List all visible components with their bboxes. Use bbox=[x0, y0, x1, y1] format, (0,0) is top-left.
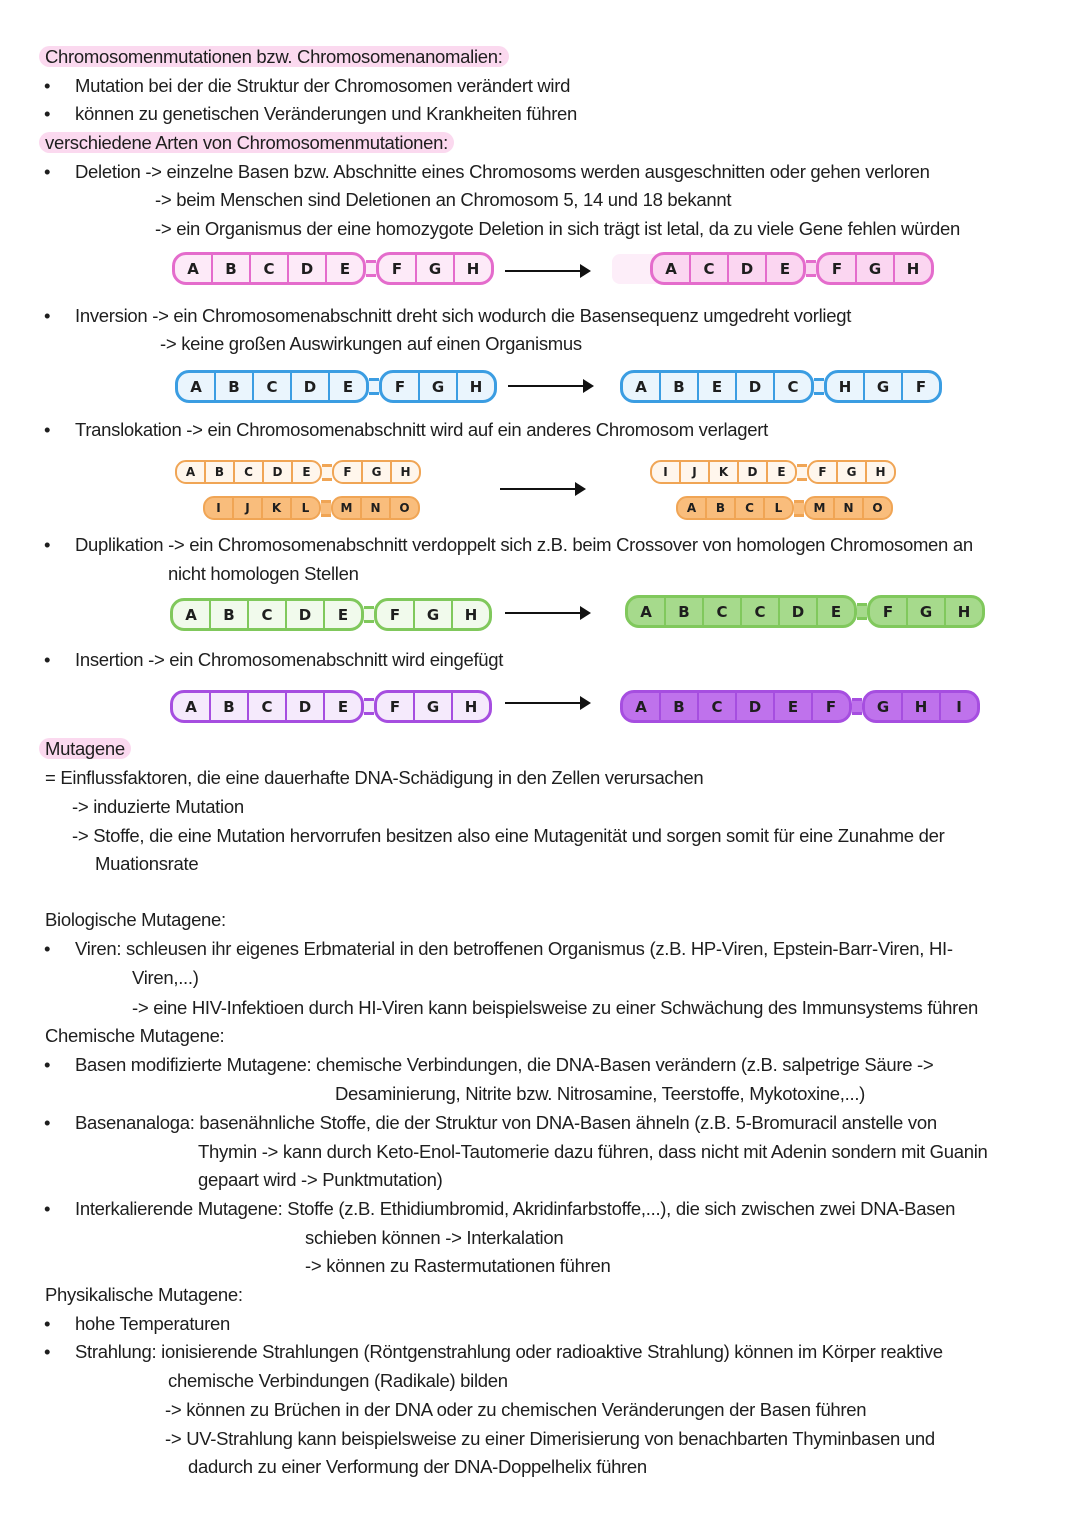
gene-segment: E bbox=[779, 259, 791, 278]
phys-line: -> können zu Brüchen in der DNA oder zu chemischen Veränderungen der Basen führen bbox=[165, 1399, 867, 1420]
gene-segment: B bbox=[206, 462, 235, 482]
chromosome-translocation-before-2 bbox=[203, 496, 420, 520]
arrow-icon bbox=[505, 702, 589, 704]
gene-segment: H bbox=[469, 377, 483, 396]
centromere bbox=[857, 603, 867, 620]
chromosome-arm-left bbox=[676, 496, 794, 520]
gene-segment: O bbox=[399, 501, 410, 515]
mutagene-definition: = Einflussfaktoren, die eine dauerhafte DNA-Schädigung in den Zellen verursachen bbox=[45, 767, 704, 788]
inversion-text: • Inversion -> ein Chromosomenabschnitt dreht sich wodurch die Basensequenz umgedreht vorliegt bbox=[75, 302, 851, 330]
gene-segment: F bbox=[809, 462, 838, 482]
gene-segment: B bbox=[216, 373, 254, 400]
centromere bbox=[322, 464, 332, 481]
gene-segment: I bbox=[205, 498, 234, 518]
gene-segment: D bbox=[289, 255, 327, 282]
gene-segment: G bbox=[420, 373, 458, 400]
gene-segment: G bbox=[415, 693, 453, 720]
gene-segment: J bbox=[234, 498, 263, 518]
chromosome-arm-right bbox=[331, 496, 420, 520]
phys-line: dadurch zu einer Verformung der DNA-Doppelhelix führen bbox=[188, 1456, 647, 1477]
gene-segment: J bbox=[681, 462, 710, 482]
gene-segment: C bbox=[736, 498, 765, 518]
gene-segment: H bbox=[875, 465, 886, 479]
gene-segment: K bbox=[263, 498, 292, 518]
chem-line: • Basenanaloga: basenähnliche Stoffe, die der Struktur von DNA-Basen ähneln (z.B. 5-Bromuracil anstelle von bbox=[75, 1109, 937, 1137]
deletion-sub: -> ein Organismus der eine homozygote Deletion in sich trägt ist letal, da zu viele Gene fehlen würden bbox=[155, 218, 960, 239]
gene-segment: I bbox=[956, 697, 962, 716]
gene-segment: G bbox=[865, 373, 903, 400]
gene-segment: G bbox=[865, 693, 903, 720]
gene-segment: H bbox=[957, 602, 971, 621]
centromere bbox=[852, 698, 862, 715]
chromosome-arm-right bbox=[862, 690, 980, 723]
centromere bbox=[366, 260, 376, 277]
gene-segment: F bbox=[377, 601, 415, 628]
chromosome-duplication-before bbox=[170, 598, 492, 631]
chromosome-arm-right bbox=[824, 370, 942, 403]
centromere bbox=[794, 500, 804, 517]
gene-segment: O bbox=[872, 501, 883, 515]
gene-segment: A bbox=[628, 598, 666, 625]
chromosome-arm-left bbox=[620, 370, 814, 403]
chromosome-arm-left bbox=[172, 252, 366, 285]
centromere bbox=[814, 378, 824, 395]
gene-segment: C bbox=[249, 693, 287, 720]
duplikation-cont: nicht homologen Stellen bbox=[168, 563, 359, 584]
bullet: • können zu genetischen Veränderungen und Krankheiten führen bbox=[75, 100, 577, 128]
heading-chemical: Chemische Mutagene: bbox=[45, 1025, 225, 1046]
chem-line: gepaart wird -> Punktmutation) bbox=[198, 1169, 443, 1190]
mutagene-sub: -> Stoffe, die eine Mutation hervorrufen besitzen also eine Mutagenität und sorgen somit für eine Zunahme der bbox=[72, 825, 945, 846]
gene-segment: C bbox=[254, 373, 292, 400]
chromosome-duplication-after bbox=[625, 595, 985, 628]
deletion-sub: -> beim Menschen sind Deletionen an Chromosom 5, 14 und 18 bekannt bbox=[155, 189, 732, 210]
gene-segment: G bbox=[417, 255, 455, 282]
gene-segment: H bbox=[906, 259, 920, 278]
heading-biological: Biologische Mutagene: bbox=[45, 909, 226, 930]
gene-segment: D bbox=[287, 693, 325, 720]
chromosome-inversion-after bbox=[620, 370, 942, 403]
chromosome-inversion-before bbox=[175, 370, 497, 403]
gene-segment: H bbox=[400, 465, 411, 479]
chromosome-arm-right bbox=[332, 460, 421, 484]
gene-segment: M bbox=[806, 498, 835, 518]
translokation-text: • Translokation -> ein Chromosomenabschnitt wird auf ein anderes Chromosom verlagert bbox=[75, 416, 768, 444]
heading-mutagene: Mutagene bbox=[39, 738, 131, 759]
gene-segment: C bbox=[704, 598, 742, 625]
heading-chromosome-mutations: Chromosomenmutationen bzw. Chromosomenanomalien: bbox=[39, 46, 509, 67]
gene-segment: E bbox=[302, 465, 311, 479]
gene-segment: G bbox=[908, 598, 946, 625]
chromosome-arm-right bbox=[379, 370, 497, 403]
chromosome-translocation-after-1 bbox=[650, 460, 896, 484]
gene-segment: N bbox=[362, 498, 391, 518]
centromere bbox=[806, 260, 816, 277]
gene-segment: A bbox=[175, 255, 213, 282]
gene-segment: H bbox=[464, 605, 478, 624]
phys-line: • Strahlung: ionisierende Strahlungen (Röntgenstrahlung oder radioaktive Strahlung) können im Körper reaktive bbox=[75, 1338, 943, 1366]
gene-segment: N bbox=[835, 498, 864, 518]
gene-segment: A bbox=[623, 693, 661, 720]
gene-segment: E bbox=[699, 373, 737, 400]
chromosome-arm-right bbox=[376, 252, 494, 285]
gene-segment: E bbox=[337, 605, 349, 624]
gene-segment: F bbox=[825, 697, 837, 716]
gene-segment: H bbox=[903, 693, 941, 720]
gene-segment: A bbox=[623, 373, 661, 400]
centromere bbox=[321, 500, 331, 517]
chromosome-arm-right bbox=[804, 496, 893, 520]
gene-segment: F bbox=[377, 693, 415, 720]
bio-line: • Viren: schleusen ihr eigenes Erbmaterial in den betroffenen Organismus (z.B. HP-Viren, Epstein-Barr-Viren, HI- bbox=[75, 935, 953, 963]
gene-segment: B bbox=[211, 693, 249, 720]
gene-segment: A bbox=[177, 462, 206, 482]
chromosome-arm-right bbox=[374, 690, 492, 723]
chromosome-arm-left bbox=[170, 598, 364, 631]
chromosome-arm-right bbox=[816, 252, 934, 285]
gene-segment: C bbox=[742, 598, 780, 625]
gene-segment: E bbox=[342, 377, 354, 396]
gene-segment: I bbox=[652, 462, 681, 482]
chromosome-arm-left bbox=[175, 460, 322, 484]
gene-segment: B bbox=[211, 601, 249, 628]
gene-segment: C bbox=[235, 462, 264, 482]
chem-line: • Interkalierende Mutagene: Stoffe (z.B. Ethidiumbromid, Akridinfarbstoffe,...), die sich zwischen zwei DNA-Basen bbox=[75, 1195, 955, 1223]
arrow-icon bbox=[505, 270, 589, 272]
gene-segment: D bbox=[737, 373, 775, 400]
insertion-text: • Insertion -> ein Chromosomenabschnitt wird eingefügt bbox=[75, 646, 503, 674]
gene-segment: H bbox=[466, 259, 480, 278]
gene-segment: E bbox=[830, 602, 842, 621]
gene-segment: D bbox=[780, 598, 818, 625]
gene-segment: H bbox=[464, 697, 478, 716]
chromosome-deletion-after bbox=[650, 252, 934, 285]
chromosome-arm-right bbox=[867, 595, 985, 628]
chromosome-deletion-before bbox=[172, 252, 494, 285]
heading-mutation-types: verschiedene Arten von Chromosomenmutationen: bbox=[39, 132, 454, 153]
gene-segment: C bbox=[249, 601, 287, 628]
chromosome-insertion-before bbox=[170, 690, 492, 723]
bio-line: Viren,...) bbox=[132, 967, 199, 988]
gene-segment: G bbox=[838, 462, 867, 482]
bio-line: -> eine HIV-Infektioen durch HI-Viren kann beispielsweise zu einer Schwächung des Immunsystems führen bbox=[132, 997, 978, 1018]
gene-segment: A bbox=[653, 255, 691, 282]
gene-segment: H bbox=[827, 373, 865, 400]
gene-segment: E bbox=[777, 465, 786, 479]
chromosome-arm-right bbox=[807, 460, 896, 484]
gene-segment: A bbox=[173, 693, 211, 720]
gene-segment: G bbox=[363, 462, 392, 482]
chem-line: -> können zu Rastermutationen führen bbox=[305, 1255, 611, 1276]
chromosome-arm-left bbox=[175, 370, 369, 403]
gene-segment: D bbox=[737, 693, 775, 720]
gene-segment: E bbox=[339, 259, 351, 278]
gene-segment: F bbox=[870, 598, 908, 625]
gene-segment: F bbox=[334, 462, 363, 482]
gene-segment: E bbox=[775, 693, 813, 720]
gene-segment: C bbox=[251, 255, 289, 282]
gene-segment: B bbox=[661, 693, 699, 720]
centromere bbox=[364, 606, 374, 623]
chem-line: • Basen modifizierte Mutagene: chemische Verbindungen, die DNA-Basen verändern (z.B. salpetrige Säure -> bbox=[75, 1051, 933, 1079]
chromosome-arm-left bbox=[625, 595, 857, 628]
gene-segment: B bbox=[666, 598, 704, 625]
gene-segment: C bbox=[787, 377, 799, 396]
chem-line: Desaminierung, Nitrite bzw. Nitrosamine, Teerstoffe, Mykotoxine,...) bbox=[335, 1083, 866, 1104]
chem-line: Thymin -> kann durch Keto-Enol-Tautomerie dazu führen, dass nicht mit Adenin sondern mit Guanin bbox=[198, 1141, 988, 1162]
gene-segment: D bbox=[292, 373, 330, 400]
gene-segment: G bbox=[857, 255, 895, 282]
bullet: • Mutation bei der die Struktur der Chromosomen verändert wird bbox=[75, 72, 570, 100]
centromere bbox=[797, 464, 807, 481]
gene-segment: A bbox=[173, 601, 211, 628]
chromosome-arm-left bbox=[650, 252, 806, 285]
gene-segment: D bbox=[287, 601, 325, 628]
arrow-icon bbox=[500, 488, 584, 490]
chromosome-arm-left bbox=[650, 460, 797, 484]
deletion-text: • Deletion -> einzelne Basen bzw. Abschnitte eines Chromosoms werden ausgeschnitten oder gehen verloren bbox=[75, 158, 930, 186]
gene-segment: F bbox=[819, 255, 857, 282]
phys-line: chemische Verbindungen (Radikale) bilden bbox=[168, 1370, 508, 1391]
chromosome-arm-left bbox=[203, 496, 321, 520]
gene-segment: B bbox=[661, 373, 699, 400]
mutagene-sub: Muationsrate bbox=[95, 853, 199, 874]
gene-segment: C bbox=[691, 255, 729, 282]
gene-segment: A bbox=[678, 498, 707, 518]
phys-line: -> UV-Strahlung kann beispielsweise zu einer Dimerisierung von benachbarten Thyminbasen und bbox=[165, 1428, 935, 1449]
gene-segment: F bbox=[915, 377, 927, 396]
gene-segment: A bbox=[178, 373, 216, 400]
chromosome-translocation-after-2 bbox=[676, 496, 893, 520]
gene-segment: D bbox=[729, 255, 767, 282]
gene-segment: G bbox=[415, 601, 453, 628]
gene-segment: D bbox=[264, 462, 293, 482]
chromosome-arm-left bbox=[620, 690, 852, 723]
duplikation-text: • Duplikation -> ein Chromosomenabschnitt verdoppelt sich z.B. beim Crossover von homologen Chromosomen an bbox=[75, 531, 973, 559]
gene-segment: D bbox=[739, 462, 768, 482]
arrow-icon bbox=[508, 385, 592, 387]
gene-segment: E bbox=[337, 697, 349, 716]
chromosome-insertion-after bbox=[620, 690, 980, 723]
phys-line: • hohe Temperaturen bbox=[75, 1310, 230, 1338]
chromosome-arm-right bbox=[374, 598, 492, 631]
gene-segment: B bbox=[213, 255, 251, 282]
gene-segment: C bbox=[699, 693, 737, 720]
gene-segment: M bbox=[333, 498, 362, 518]
gene-segment: K bbox=[710, 462, 739, 482]
gene-segment: F bbox=[379, 255, 417, 282]
gene-segment: F bbox=[382, 373, 420, 400]
chem-line: schieben können -> Interkalation bbox=[305, 1227, 564, 1248]
chromosome-arm-left bbox=[170, 690, 364, 723]
inversion-sub: -> keine großen Auswirkungen auf einen Organismus bbox=[160, 333, 582, 354]
chromosome-translocation-before-1 bbox=[175, 460, 421, 484]
heading-physical: Physikalische Mutagene: bbox=[45, 1284, 243, 1305]
mutagene-sub: -> induzierte Mutation bbox=[72, 796, 244, 817]
gene-segment: L bbox=[301, 501, 310, 515]
gene-segment: L bbox=[774, 501, 783, 515]
gene-segment: B bbox=[707, 498, 736, 518]
centromere bbox=[369, 378, 379, 395]
arrow-icon bbox=[505, 612, 589, 614]
centromere bbox=[364, 698, 374, 715]
